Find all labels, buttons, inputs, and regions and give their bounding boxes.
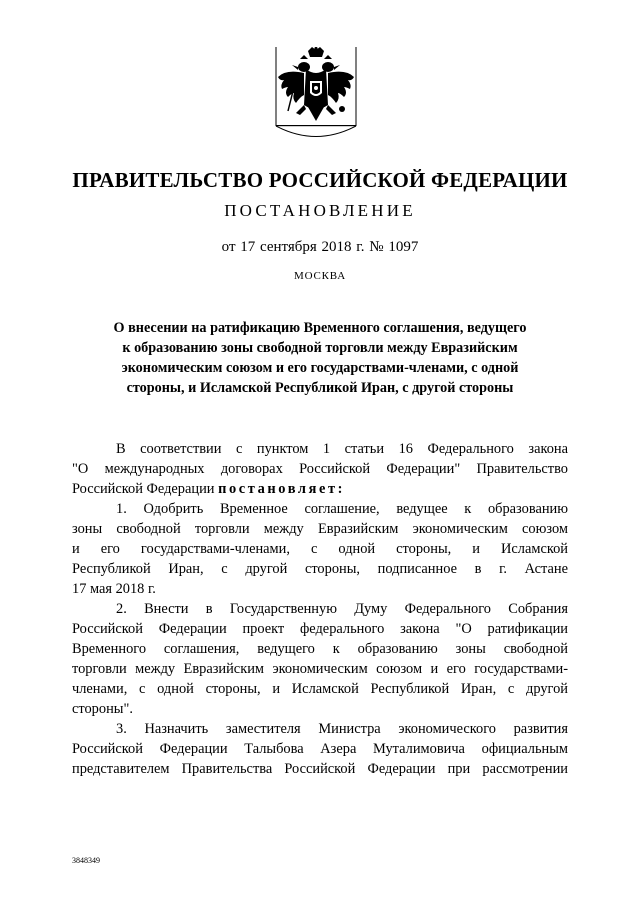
subject-line: экономическим союзом и его государствами-членами, с одной <box>121 360 519 376</box>
preamble-text: Российской Федерации <box>72 481 219 497</box>
body-line: Временного соглашения, ведущего к образованию зоны свободной <box>72 641 568 657</box>
body-line: Российской Федерации проект федерального закона "О ратификации <box>72 621 568 637</box>
subject-line: к образованию зоны свободной торговли между Евразийским <box>122 340 518 356</box>
body-line: и его государствами-членами, с одной стороны, и Исламской <box>72 541 568 557</box>
body-line: стороны". <box>72 701 133 717</box>
body-line: "О международных договорах Российской Федерации" Правительство <box>72 461 568 477</box>
body-line: представителем Правительства Российской Федерации при рассмотрении <box>72 761 568 777</box>
document-type: ПОСТАНОВЛЕНИЕ <box>224 201 416 220</box>
body-line: 1. Одобрить Временное соглашение, ведущее к образованию <box>116 501 568 517</box>
city-name: МОСКВА <box>294 270 346 282</box>
document-subject <box>70 318 570 398</box>
body-line: Российской Федерации Талыбова Азера Муталимовича официальным <box>72 741 568 757</box>
subject-line: стороны, и Исламской Республикой Иран, с другой стороны <box>126 380 514 396</box>
government-title: ПРАВИТЕЛЬСТВО РОССИЙСКОЙ ФЕДЕРАЦИИ <box>72 168 568 192</box>
body-line: 2. Внести в Государственную Думу Федерального Собрания <box>116 601 568 617</box>
document-id-number: 3848349 <box>72 856 100 865</box>
document-body <box>72 439 568 779</box>
russian-coat-of-arms-icon <box>274 47 358 143</box>
date-and-number: от 17 сентября 2018 г. № 1097 <box>221 239 419 255</box>
subject-line: О внесении на ратификацию Временного соглашения, ведущего <box>113 320 527 336</box>
body-line: членами, с одной стороны, и Исламской Республикой Иран, с другой <box>72 681 568 697</box>
body-line: зоны свободной торговли между Евразийским экономическим союзом <box>72 521 568 537</box>
body-line: 17 мая 2018 г. <box>72 581 156 597</box>
body-line: 3. Назначить заместителя Министра экономического развития <box>116 721 568 737</box>
body-line <box>72 479 568 499</box>
body-line: Республикой Иран, с другой стороны, подписанное в г. Астане <box>72 561 568 577</box>
body-line: торговли между Евразийским экономическим союзом и его государствами- <box>72 661 568 677</box>
decree-word: постановляет: <box>218 481 346 497</box>
body-line: В соответствии с пунктом 1 статьи 16 Федерального закона <box>116 441 568 457</box>
